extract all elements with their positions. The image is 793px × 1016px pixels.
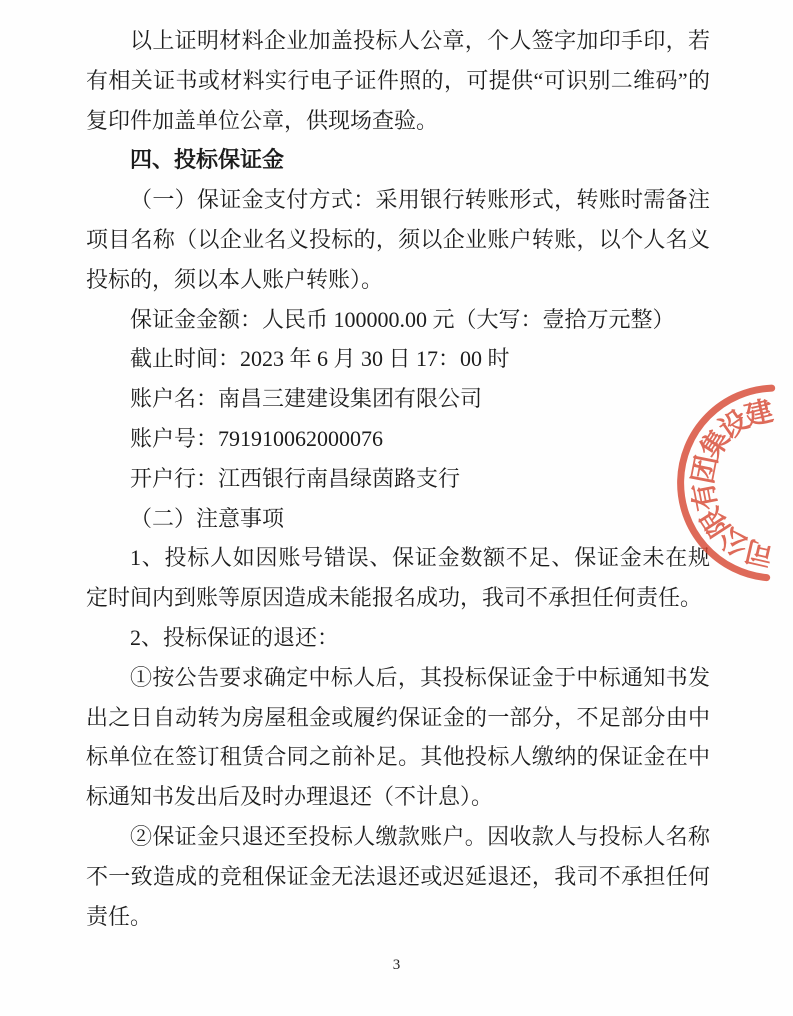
line-account-name: 账户名：南昌三建建设集团有限公司 [130,386,483,412]
section-heading-bid-bond: 四、投标保证金 [130,147,285,173]
paragraph-note-1: 1、投标人如因账号错误、保证金数额不足、保证金未在规定时间内到账等原因造成未能报名成功，我司不承担任何责任。 [86,545,710,611]
seal-char: 司 [742,533,777,570]
paragraph-refund-2: ②保证金只退还至投标人缴款账户。因收款人与投标人名称不一致造成的竞租保证金无法退还或迟延退还，我司不承担任何责任。 [86,823,710,929]
page-number: 3 [392,957,401,973]
paragraph-note-2: 2、投标保证的退还： [130,624,340,650]
line-bank-branch: 开户行：江西银行南昌绿茵路支行 [130,465,461,491]
paragraph-payment-method: （一）保证金支付方式：采用银行转账形式，转账时需备注项目名称（以企业名义投标的，须以企业账户转账，以个人名义投标的，须以本人账户转账）。 [86,187,710,292]
line-bond-amount: 保证金金额：人民币 100000.00 元（大写：壹拾万元整） [130,306,675,332]
paragraph-certificates: 以上证明材料企业加盖投标人公章，个人签字加印手印，若有相关证书或材料实行电子证件照的，可提供“可识别二维码”的复印件加盖单位公章，供现场查验。 [86,28,710,133]
line-deadline: 截止时间：2023 年 6 月 30 日 17：00 时 [130,346,510,372]
seal-char: 集 [695,424,737,465]
seal-char: 建 [742,396,777,433]
document-body [86,21,710,936]
seal-char: 有 [687,479,724,514]
seal-char: 公 [714,520,755,562]
seal-char: 设 [714,404,755,446]
subsection-heading-notes: （二）注意事项 [130,505,285,531]
paragraph-refund-1: ①按公告要求确定中标人后，其投标保证金于中标通知书发出之日自动转为房屋租金或履约保证金的一部分，不足部分由中标单位在签订租赁合同之前补足。其他投标人缴纳的保证金在中标通知书发出后及时办理退还（不计息）。 [86,664,710,810]
seal-char: 限 [695,501,737,542]
line-account-number: 账户号：791910062000076 [130,425,384,451]
seal-char: 团 [687,452,724,487]
